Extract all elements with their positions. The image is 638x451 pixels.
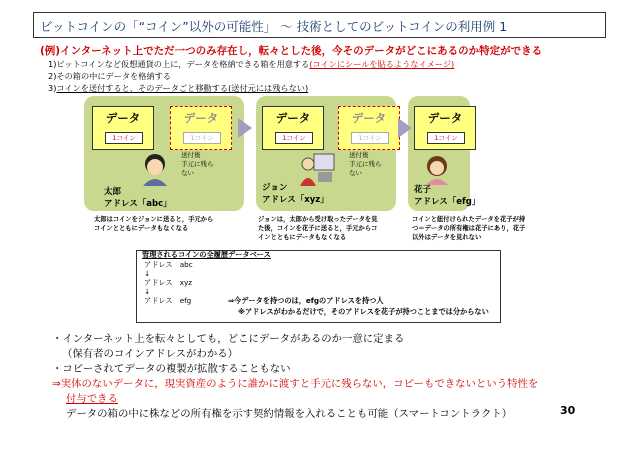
data-label: データ [275,111,311,125]
john-data-box [262,106,324,150]
desc-line: インとともにデータもなくなる [258,234,347,241]
db-row: ↓ [144,287,151,296]
hanako-address: アドレス「efg」 [414,197,481,207]
taro-person-icon [140,152,170,186]
john-after-note [349,151,382,178]
database-header: 管理されるコインの全履歴データベース [142,250,271,259]
bullet-4: データの箱の中に株などの所有権を示す契約情報を入れることも可能（スマートコントラクト） [66,408,513,420]
john-address: アドレス「xyz」 [262,195,329,205]
step-1 [48,59,454,70]
page-number: 30 [560,404,576,417]
john-sent-box [338,106,400,150]
taro-label [104,186,172,210]
desc-line: コインと紐付けられたデータを花子が持 [412,216,526,223]
data-label: データ [105,111,141,125]
page-title: ビットコインの「“コイン”以外の可能性」 〜 技術としてのビットコインの利用例 1 [40,19,508,34]
john-description [258,215,378,242]
step-2-text: 2)その箱の中にデータを格納する [48,71,172,81]
desc-line: 以外はデータを見れない [412,234,482,241]
database-rows [144,260,193,305]
bullet-1: ・インターネット上を転々としても，どこにデータがあるのか一意に定まる [52,333,405,345]
taro-after-note [181,151,214,178]
hanako-data-box [414,106,476,150]
taro-data-box [92,106,154,150]
bullet-3: ⇒実体のないデータに，現実資産のように誰かに渡すと手元に残らない，コピーもできないという特性を [52,378,539,390]
bullet-2: ・コピーされてデータの複製が拡散することもない [52,363,291,375]
data-label: データ [351,111,387,125]
subtitle: (例)インターネット上でただ一つのみ存在し，転々とした後，今そのデータがどこにあるのか特定ができる [40,45,543,57]
data-label: データ [427,111,463,125]
desc-line: ジョンは，太郎から受け取ったデータを見 [258,216,378,223]
bullet-3-cont: 付与できる [66,393,118,405]
note-line: ない [181,169,194,177]
note-line: ない [349,169,362,177]
coin-label: 1コイン [183,132,221,144]
coin-label: 1コイン [427,132,465,144]
database-note-2: ※アドレスがわかるだけで，そのアドレスを花子が持つことまでは分からない [238,307,489,316]
step-3-prefix: 3) [48,83,57,93]
data-label: データ [183,111,219,125]
coin-label: 1コイン [275,132,313,144]
desc-line: コインとともにデータもなくなる [94,225,189,232]
hanako-person-icon [424,155,450,185]
step-3-text: コインを送付すると，そのデータごと移動する(送付元には残らない) [56,83,309,93]
taro-address: アドレス「abc」 [104,199,172,209]
arrow-icon [398,118,412,138]
desc-line: た後，コインを花子に送ると，手元からコ [258,225,378,232]
taro-name: 太郎 [104,187,122,197]
bullet-1-note: （保有者のコインアドレスがわかる） [62,348,239,360]
step-1-text: 1)ビットコインなど仮想通貨の上に，データを格納できる箱を用意する [48,59,310,69]
coin-label: 1コイン [351,132,389,144]
step-2 [48,71,171,82]
db-row: アドレス efg [144,296,192,305]
arrow-icon [238,118,252,138]
coin-label: 1コイン [105,132,143,144]
hanako-description [412,215,525,242]
hanako-name: 花子 [414,185,432,195]
note-line: 送付後 [181,151,201,159]
john-name: ジョン [262,183,288,193]
taro-sent-box [170,106,232,150]
step-3 [48,83,308,94]
db-row: アドレス xyz [144,278,193,287]
taro-description [94,215,213,233]
db-row: ↓ [144,269,151,278]
note-line: 手元に残ら [349,160,382,168]
john-label [262,182,329,206]
desc-line: つ＝データの所有権は花子にあり，花子 [412,225,526,232]
note-line: 送付後 [349,151,369,159]
desc-line: 太郎はコインをジョンに送ると，手元から [94,216,214,223]
note-line: 手元に残ら [181,160,214,168]
step-1-note: (コインにシールを貼るようなイメージ) [309,59,455,69]
hanako-label [414,184,480,208]
database-note-1: ⇒今データを持つのは，efgのアドレスを持つ人 [228,296,384,305]
db-row: アドレス abc [144,260,193,269]
